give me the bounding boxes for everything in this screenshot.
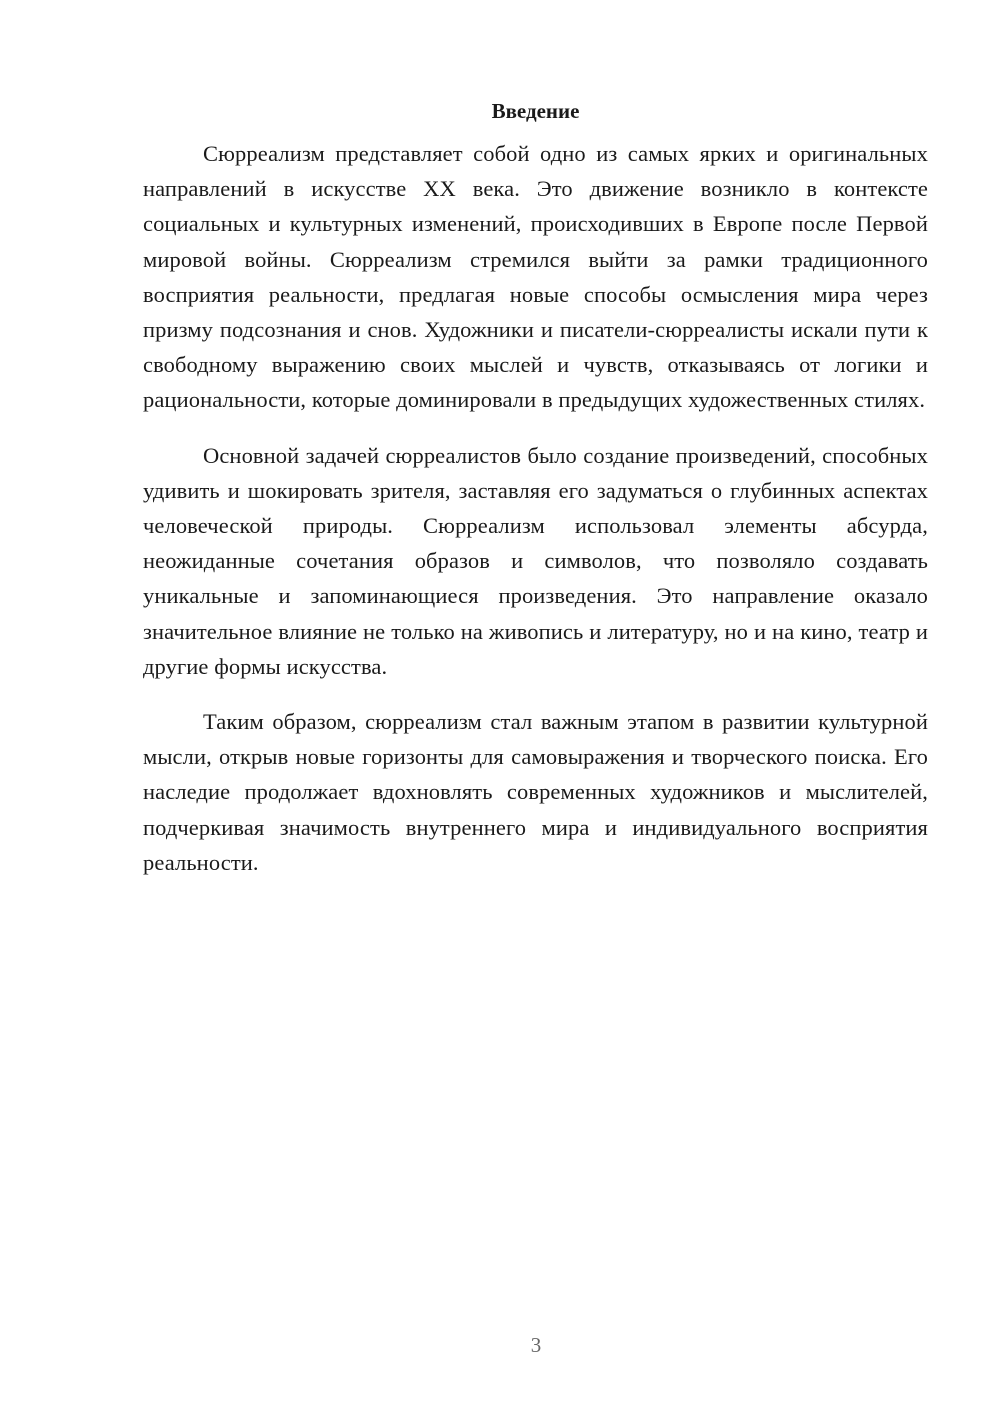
page-number: 3 xyxy=(530,1333,542,1357)
page-content xyxy=(143,96,928,900)
section-heading: Введение xyxy=(491,99,580,123)
paragraph-1: Сюрреализм представляет собой одно из самых ярких и оригинальных направлений в искусстве XX века. Это движение возникло в контексте социальных и культурных изменений, происходивших в Европе после Первой мировой войны. Сюрреализм стремился выйти за рамки традиционного восприятия реальности, предлагая новые способы осмысления мира через призму подсознания и снов. Художники и писатели-сюрреалисты искали пути к свободному выражению своих мыслей и чувств, отказываясь от логики и рациональности, которые доминировали в предыдущих художественных стилях. xyxy=(143,141,928,413)
paragraph-2: Основной задачей сюрреалистов было создание произведений, способных удивить и шокировать зрителя, заставляя его задуматься о глубинных аспектах человеческой природы. Сюрреализм использовал элементы абсурда, неожиданные сочетания образов и символов, что позволяло создавать уникальные и запоминающиеся произведения. Это направление оказало значительное влияние не только на живопись и литературу, но и на кино, театр и другие формы искусства. xyxy=(143,442,928,679)
paragraph-3: Таким образом, сюрреализм стал важным этапом в развитии культурной мысли, открыв новые горизонты для самовыражения и творческого поиска. Его наследие продолжает вдохновлять современных художников и мыслителей, подчеркивая значимость внутреннего мира и индивидуального восприятия реальности. xyxy=(143,709,928,875)
